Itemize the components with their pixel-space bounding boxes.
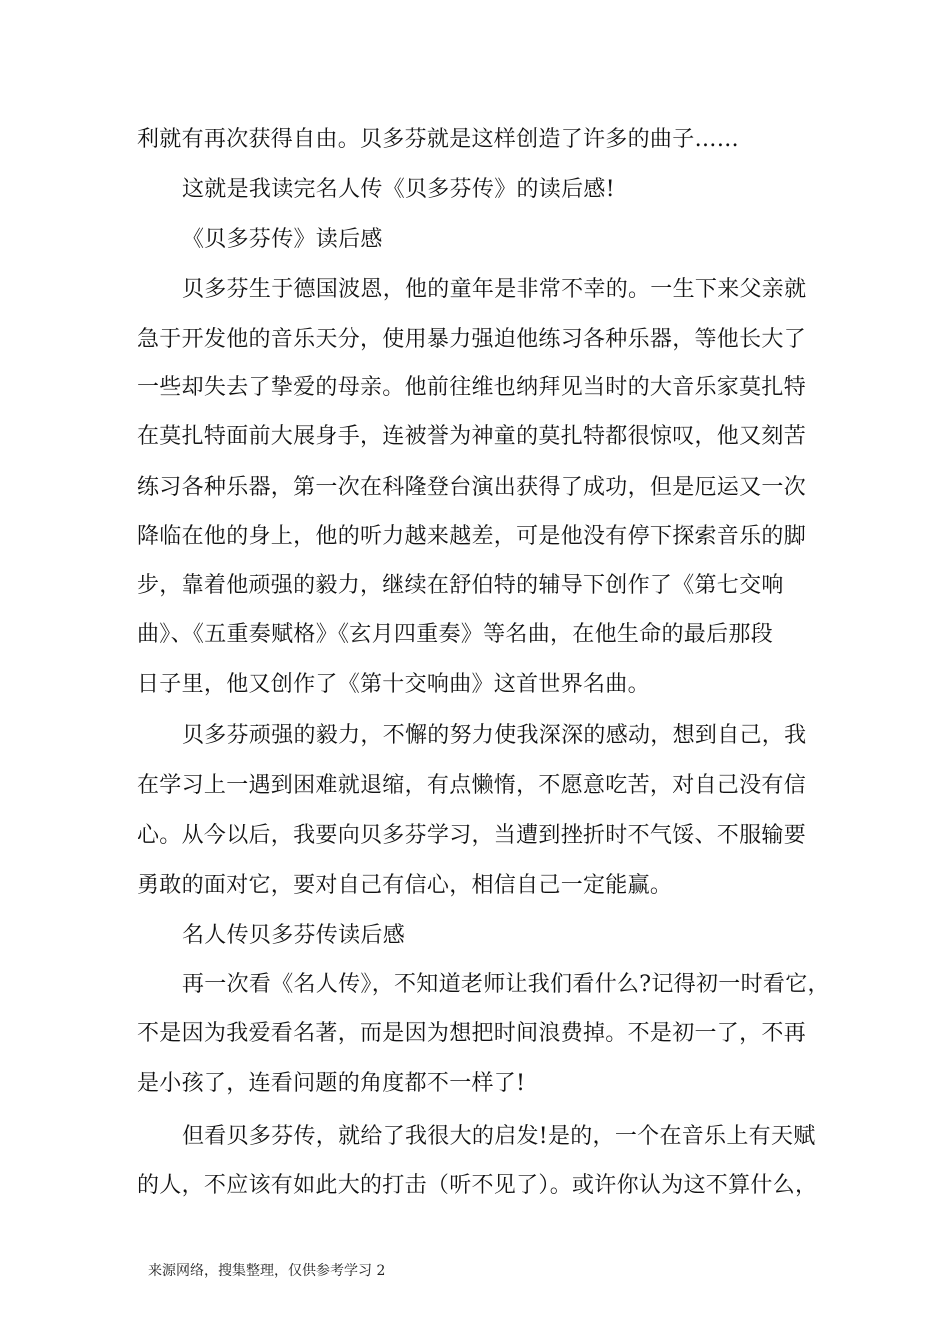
text-line: 不是因为我爱看名著，而是因为想把时间浪费掉。不是初一了，不再 — [137, 1021, 807, 1046]
text-line: 勇敢的面对它，要对自己有信心，相信自己一定能赢。 — [137, 873, 673, 898]
text-line: 降临在他的身上，他的听力越来越差，可是他没有停下探索音乐的脚 — [137, 524, 807, 549]
text-line: 再一次看《名人传》，不知道老师让我们看什么?记得初一时看它， — [182, 972, 830, 997]
text-line: 在学习上一遇到困难就退缩，有点懒惰，不愿意吃苦，对自己没有信 — [137, 773, 807, 798]
text-line: 这就是我读完名人传《贝多芬传》的读后感! — [182, 177, 615, 202]
text-line: 一些却失去了挚爱的母亲。他前往维也纳拜见当时的大音乐家莫扎特 — [137, 375, 807, 400]
text-line: 贝多芬顽强的毅力，不懈的努力使我深深的感动，想到自己，我 — [182, 723, 807, 748]
text-line: 日子里，他又创作了《第十交响曲》这首世界名曲。 — [137, 672, 650, 697]
text-line: 急于开发他的音乐天分，使用暴力强迫他练习各种乐器，等他长大了 — [137, 327, 807, 352]
text-line: 练习各种乐器，第一次在科隆登台演出获得了成功，但是厄运又一次 — [137, 475, 807, 500]
text-line: 的人，不应该有如此大的打击（听不见了）。或许你认为这不算什么， — [137, 1173, 818, 1198]
text-line: 步，靠着他顽强的毅力，继续在舒伯特的辅导下创作了《第七交响 — [137, 573, 784, 598]
text-line: 利就有再次获得自由。贝多芬就是这样创造了许多的曲子…… — [137, 127, 740, 152]
text-line: 但看贝多芬传，就给了我很大的启发!是的，一个在音乐上有天赋 — [182, 1124, 816, 1149]
text-line: 在莫扎特面前大展身手，连被誉为神童的莫扎特都很惊叹，他又刻苦 — [137, 424, 807, 449]
text-line: 是小孩了，连看问题的角度都不一样了! — [137, 1071, 526, 1096]
text-line: 贝多芬生于德国波恩，他的童年是非常不幸的。一生下来父亲就 — [182, 277, 807, 302]
text-line: 曲》、《五重奏赋格》《玄月四重奏》等名曲，在他生命的最后那段 — [137, 622, 774, 647]
page-footer: 来源网络，搜集整理，仅供参考学习 2 — [148, 1263, 386, 1279]
section-heading: 《贝多芬传》读后感 — [182, 227, 383, 252]
text-line: 心。从今以后，我要向贝多芬学习，当遭到挫折时不气馁、不服输要 — [137, 823, 807, 848]
section-heading: 名人传贝多芬传读后感 — [182, 923, 406, 948]
